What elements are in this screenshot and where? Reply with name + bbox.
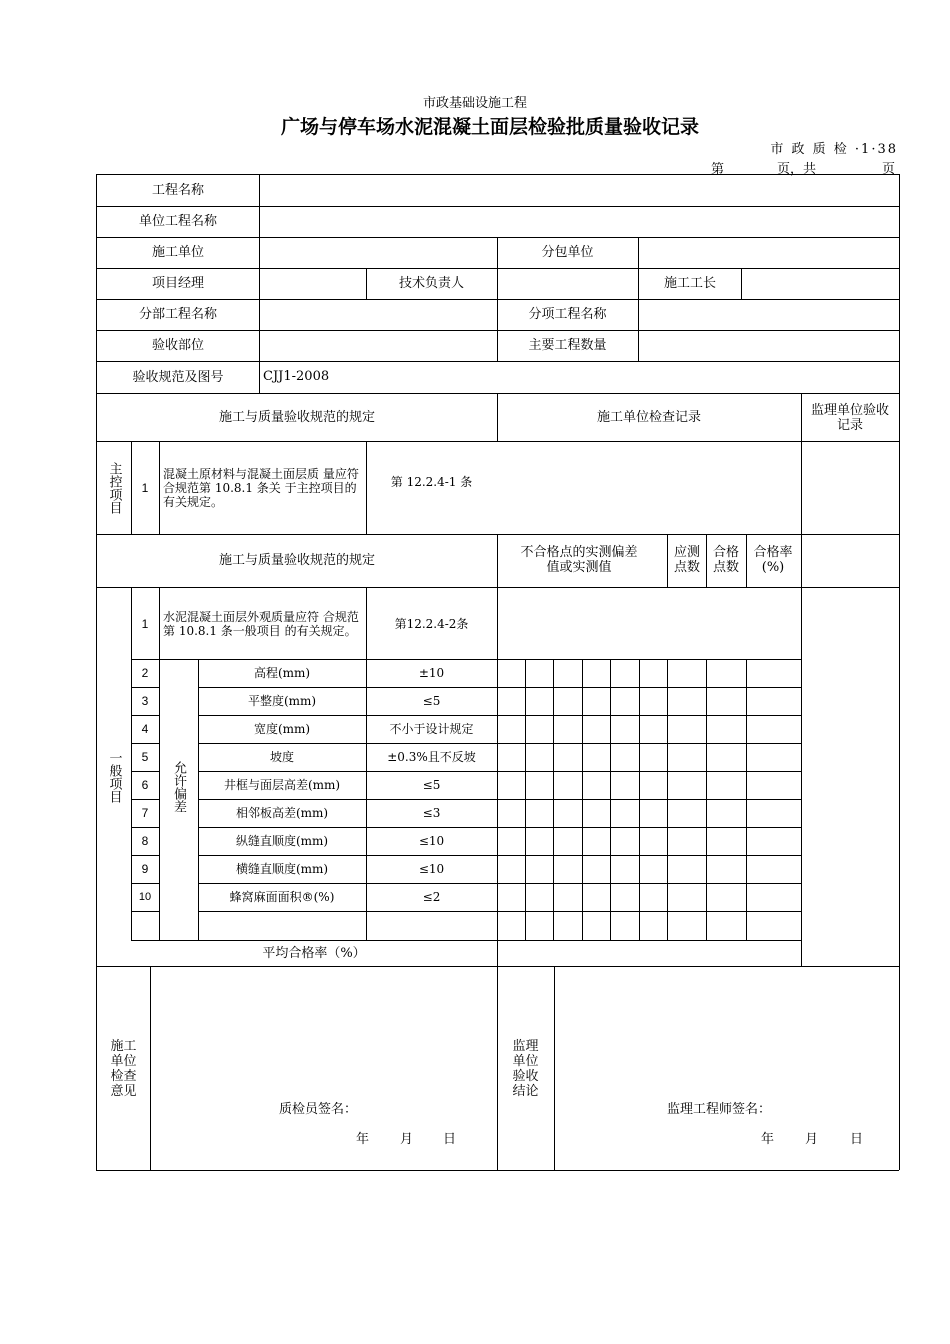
- tolerance-row-limit: ≤2: [422, 890, 441, 904]
- grid-vline: [497, 534, 498, 587]
- subdivision-name-field[interactable]: [639, 299, 899, 330]
- page-ye-total: 页，共: [777, 162, 817, 177]
- label-division-name: 分部工程名称: [138, 307, 217, 322]
- label-tech-lead: 技术负责人: [398, 276, 464, 291]
- engineer-year: 年: [761, 1132, 775, 1147]
- unit-project-field[interactable]: [260, 206, 899, 237]
- grid-vline: [746, 659, 747, 940]
- label-foreman: 施工工长: [663, 276, 716, 291]
- grid-vline: [525, 659, 526, 940]
- grid-vline: [497, 587, 498, 966]
- main-control-label: [97, 442, 131, 534]
- tolerance-row-item: 横缝直顺度(mm): [235, 862, 329, 876]
- engineer-month: 月: [805, 1132, 819, 1147]
- tolerance-row-item: 坡度: [269, 750, 294, 764]
- main-control-text: 主控项目: [106, 462, 122, 514]
- contractor-opinion-label: [97, 967, 150, 1171]
- check-record-header: 施工单位检查记录: [596, 409, 701, 425]
- grid-vline: [610, 659, 611, 940]
- label-subdivision-name: 分项工程名称: [528, 307, 607, 322]
- tolerance-row-item: 相邻板高差(mm): [235, 806, 329, 820]
- tolerance-row-no: 9: [141, 862, 149, 876]
- page-ye: 页: [882, 162, 896, 177]
- contractor-opinion-text: 施工单位检查意见: [110, 1039, 137, 1099]
- tolerance-row-no: 5: [141, 750, 149, 764]
- tolerance-row-limit: ≤10: [418, 862, 445, 876]
- grid-vline: [553, 659, 554, 940]
- main-control-supervision[interactable]: [801, 442, 899, 534]
- inspector-month: 月: [400, 1132, 414, 1147]
- tolerance-row-no: 10: [138, 891, 152, 903]
- standard-value: CJJ1-2008: [263, 369, 330, 384]
- main-control-record[interactable]: [497, 442, 801, 534]
- tech-lead-field[interactable]: [497, 268, 638, 299]
- inspector-year: 年: [356, 1132, 370, 1147]
- general-label: [97, 588, 131, 966]
- tolerance-row-item: 蜂窝麻面面积®(%): [229, 890, 335, 904]
- tolerance-row-limit: ±0.3%且不反坡: [387, 750, 476, 764]
- grid-vline: [159, 441, 160, 534]
- label-unit-project: 单位工程名称: [138, 214, 217, 229]
- tolerance-row-item: 高程(mm): [253, 666, 311, 680]
- tolerance-row-limit: ≤10: [418, 834, 445, 848]
- main-quantity-field[interactable]: [639, 330, 899, 361]
- tolerance-label: [159, 660, 198, 913]
- form-code: 市 政 质 检 ·1·38: [770, 142, 898, 157]
- tolerance-text: 允许偏差: [171, 760, 186, 813]
- division-name-field[interactable]: [260, 299, 497, 330]
- supervisor-conclusion-label: [497, 967, 554, 1171]
- tolerance-row-limit: ≤3: [422, 806, 441, 820]
- average-rate-label: 平均合格率（%）: [262, 946, 366, 961]
- tolerance-row-limit: ≤5: [422, 694, 441, 708]
- grid-vline: [639, 659, 640, 940]
- tolerance-row-no: 4: [141, 722, 149, 736]
- grid-vline: [150, 966, 151, 1170]
- general-first-clause: 第12.2.4-2条: [394, 616, 469, 631]
- tolerance-row-no: 2: [141, 666, 149, 680]
- main-control-desc: 混凝土原材料与混凝土面层质 量应符合规范第 10.8.1 条关 于主控项目的有关规定。: [163, 467, 359, 509]
- grid-vline: [554, 966, 555, 1170]
- form-category: 市政基础设施工程: [422, 96, 527, 111]
- points-header: 应测点数: [673, 545, 700, 575]
- inspector-day: 日: [443, 1132, 457, 1147]
- project-name-field[interactable]: [260, 175, 899, 206]
- pass-points-header: 合格点数: [712, 545, 739, 575]
- inspector-sign[interactable]: 质检员签名：: [279, 1102, 358, 1117]
- tolerance-row-item: 纵缝直顺度(mm): [235, 834, 329, 848]
- page-title: 广场与停车场水泥混凝土面层检验批质量验收记录: [280, 116, 699, 138]
- deviation-header: 不合格点的实测偏差值或实测值: [520, 545, 638, 575]
- tolerance-row-no: 7: [141, 806, 149, 820]
- label-standard: 验收规范及图号: [132, 369, 224, 385]
- tolerance-row-no: 6: [141, 778, 149, 792]
- contractor-field[interactable]: [260, 237, 497, 268]
- grid-hline: [198, 911, 801, 912]
- label-project-name: 工程名称: [151, 183, 204, 198]
- supervisor-conclusion-text: 监理单位验收结论: [512, 1039, 539, 1099]
- label-project-manager: 项目经理: [151, 276, 204, 291]
- inspection-part-field[interactable]: [260, 330, 497, 361]
- tolerance-row-limit: ±10: [418, 666, 445, 680]
- foreman-field[interactable]: [741, 268, 899, 299]
- main-control-clause: 第 12.2.4-1 条: [390, 474, 473, 489]
- general-spec-header: 施工与质量验收规范的规定: [218, 553, 375, 568]
- general-text: 一般项目: [106, 751, 122, 803]
- grid-vline: [582, 659, 583, 940]
- tolerance-row-item: 平整度(mm): [247, 694, 317, 708]
- general-first-desc: 水泥混凝土面层外观质量应符 合规范第 10.8.1 条一般项目 的有关规定。: [163, 610, 359, 638]
- grid-vline: [667, 659, 668, 940]
- tolerance-row-item: 宽度(mm): [253, 722, 311, 736]
- grid-hline: [131, 911, 159, 912]
- label-contractor: 施工单位: [151, 245, 204, 260]
- engineer-sign[interactable]: 监理工程师签名：: [667, 1102, 772, 1117]
- general-first-no: 1: [141, 616, 149, 631]
- grid-vline: [706, 659, 707, 940]
- main-spec-header: 施工与质量验收规范的规定: [218, 409, 375, 425]
- pass-rate-header: 合格率(%): [753, 545, 793, 575]
- tolerance-row-limit: ≤5: [422, 778, 441, 792]
- main-control-no: 1: [141, 480, 149, 495]
- project-manager-field[interactable]: [260, 268, 366, 299]
- subcontractor-field[interactable]: [639, 237, 899, 268]
- grid-vline: [899, 174, 900, 1170]
- label-main-quantity: 主要工程数量: [528, 338, 607, 353]
- tolerance-row-item: 井框与面层高差(mm): [223, 778, 341, 792]
- engineer-day: 日: [850, 1132, 864, 1147]
- page-di: 第: [711, 162, 725, 177]
- grid-vline: [706, 534, 707, 587]
- label-inspection-part: 验收部位: [151, 338, 204, 353]
- tolerance-row-no: 3: [141, 694, 149, 708]
- tolerance-row-no: 8: [141, 834, 149, 848]
- grid-vline: [667, 534, 668, 587]
- label-subcontractor: 分包单位: [541, 245, 594, 260]
- tolerance-row-limit: 不小于设计规定: [389, 722, 474, 736]
- supervision-header: 监理单位验收记录: [810, 403, 889, 433]
